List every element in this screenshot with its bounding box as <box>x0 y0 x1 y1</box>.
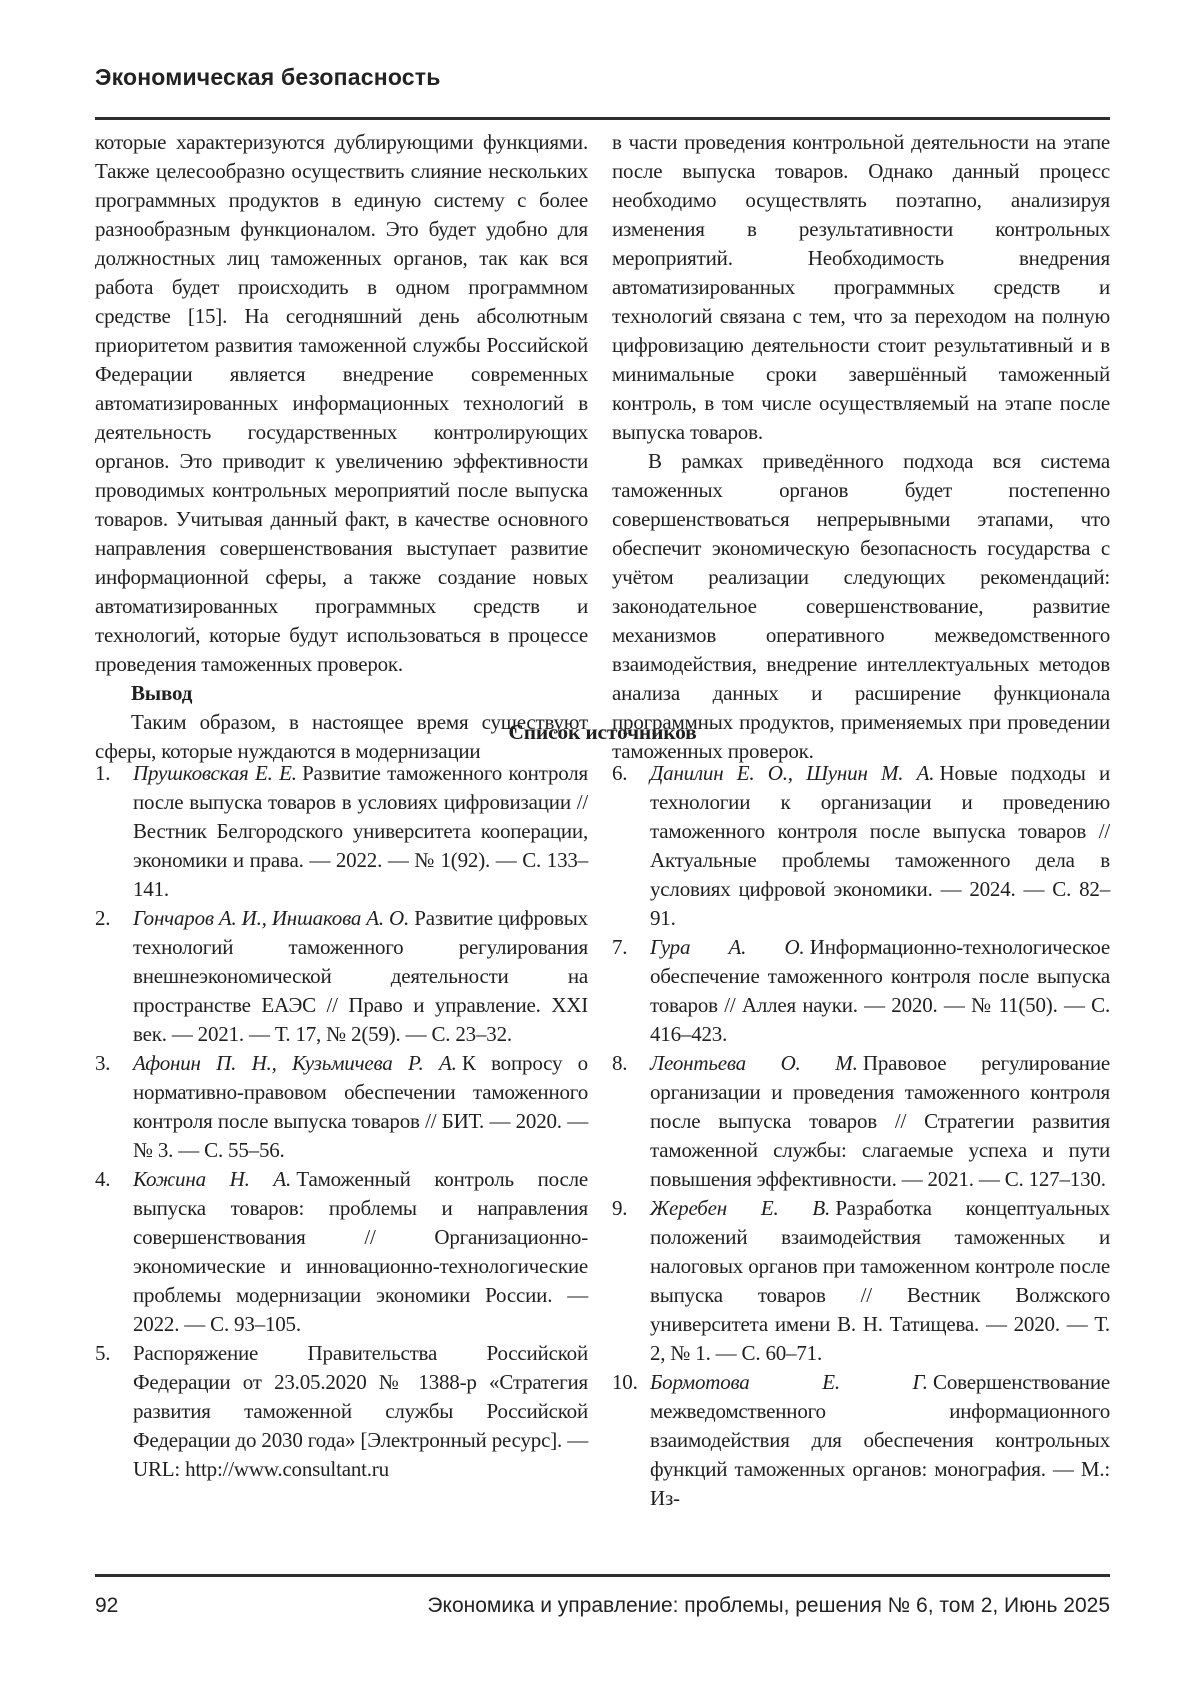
body-left-column <box>95 128 588 763</box>
reference-text <box>133 1049 588 1165</box>
reference-text <box>650 1194 1110 1368</box>
reference-number: 5. <box>95 1341 111 1365</box>
reference-text <box>650 759 1110 933</box>
reference-number: 2. <box>95 906 111 930</box>
reference-item <box>612 933 1110 1049</box>
reference-author: Бормотова Е. Г. <box>650 1370 928 1394</box>
footer-rule <box>95 1574 1110 1577</box>
reference-author: Гончаров А. И., Иншакова А. О. <box>133 906 410 930</box>
header-rule <box>95 117 1110 120</box>
body-paragraph: В рамках приведённого подхода вся система таможенных органов будет постепенно совершенствоваться непрерывными этапами, что обеспечит экономическую безопасность государства с учётом реализации следующих рекомендаций: законодательное совершенствование, развитие механизмов оперативного межведомственного взаимодействия, внедрение интеллектуальных методов анализа данных и расширение функционала программных продуктов, применяемых при проведении таможенных проверок. <box>612 449 1110 763</box>
reference-citation: Информационно-технологическое обеспечение таможенного контроля после выпуска товаров // Аллея науки. — 2020. — № 11(50). — С. 416–423. <box>650 935 1110 1046</box>
reference-item <box>95 1165 588 1339</box>
reference-number: 10. <box>612 1370 638 1394</box>
reference-item <box>95 904 588 1049</box>
reference-citation: Развитие цифровых технологий таможенного регулирования внешнеэкономической деятельности на пространстве ЕАЭС // Право и управление. XXI век. — 2021. — Т. 17, № 2(59). — С. 23–32. <box>133 906 588 1046</box>
body-paragraph: которые характеризуются дублирующими функциями. Также целесообразно осуществить слияние нескольких программных продуктов в единую систему с более разнообразным функционалом. Это будет удобно для должностных лиц таможенных органов, так как вся работа будет происходить в одном программном средстве [15]. На сегодняшний день абсолютным приоритетом развития таможенной службы Российской Федерации является внедрение современных автоматизированных информационных технологий в деятельность государственных контролирующих органов. Это приводит к увеличению эффективности проводимых контрольных мероприятий после выпуска товаров. Учитывая данный факт, в качестве основного направления совершенствования выступает развитие информационной сферы, а также создание новых автоматизированных программных средств и технологий, которые будут использоваться в процессе проведения таможенных проверок. <box>95 130 588 676</box>
reference-number: 7. <box>612 935 628 959</box>
reference-item <box>95 1339 588 1484</box>
reference-citation: Распоряжение Правительства Российской Федерации от 23.05.2020 № 1388-р «Стратегия развития таможенной службы Российской Федерации до 2030 года» [Электронный ресурс]. — URL: http://www.consultant.ru <box>133 1341 588 1481</box>
reference-author: Жеребен Е. В. <box>650 1196 831 1220</box>
reference-number: 8. <box>612 1051 628 1075</box>
body-paragraph: Таким образом, в настоящее время существуют сферы, которые нуждаются в модернизации <box>95 710 588 763</box>
journal-info-line: Экономика и управление: проблемы, решения № 6, том 2, Июнь 2025 <box>427 1594 1110 1617</box>
reference-item <box>612 1049 1110 1194</box>
reference-text <box>133 904 588 1049</box>
reference-number: 4. <box>95 1167 111 1191</box>
reference-text <box>650 1049 1110 1194</box>
reference-citation: Правовое регулирование организации и проведения таможенного контроля после выпуска товаров // Стратегии развития таможенной службы: слагаемые успеха и пути повышения эффективности. — 2021. — С. 127–130. <box>650 1051 1110 1191</box>
reference-citation: Новые подходы и технологии к организации и проведению таможенного контроля после выпуска товаров // Актуальные проблемы таможенного дела в условиях цифровой экономики. — 2024. — С. 82–91. <box>650 761 1110 930</box>
reference-text <box>650 1368 1110 1513</box>
reference-item <box>612 1194 1110 1368</box>
section-title: Экономическая безопасность <box>95 64 441 90</box>
reference-citation: Развитие таможенного контроля после выпуска товаров в условиях цифровизации // Вестник Белгородского университета кооперации, экономики и права. — 2022. — № 1(92). — С. 133–141. <box>133 761 589 901</box>
references-section <box>95 720 1110 1566</box>
reference-number: 1. <box>95 761 111 785</box>
reference-author: Кожина Н. А. <box>133 1167 292 1191</box>
reference-citation: К вопросу о нормативно-правовом обеспечении таможенного контроля после выпуска товаров // БИТ. — 2020. — № 3. — С. 55–56. <box>133 1051 588 1162</box>
reference-citation: Разработка концептуальных положений взаимодействия таможенных и налоговых органов при таможенном контроле после выпуска товаров // Вестник Волжского университета имени В. Н. Татищева. — 2020. — Т. 2, № 1. — С. 60–71. <box>650 1196 1110 1365</box>
references-heading: Список источников <box>508 720 697 744</box>
reference-author: Гура А. О. <box>650 935 805 959</box>
reference-text <box>133 1339 588 1484</box>
page-footer <box>95 1594 1110 1618</box>
body-paragraph: в части проведения контрольной деятельности на этапе после выпуска товаров. Однако данный процесс необходимо осуществлять поэтапно, анализируя изменения в результативности контрольных мероприятий. Необходимость внедрения автоматизированных программных средств и технологий связана с тем, что за переходом на полную цифровизацию деятельности стоит результативный и в минимальные сроки завершённый таможенный контроль, в том числе осуществляемый на этапе после выпуска товаров. <box>612 130 1110 444</box>
references-list-left <box>95 759 588 1513</box>
reference-item <box>612 759 1110 933</box>
reference-text <box>133 1165 588 1339</box>
body-right-column <box>612 128 1110 763</box>
reference-number: 3. <box>95 1051 111 1075</box>
reference-text <box>133 759 588 904</box>
reference-text <box>650 933 1110 1049</box>
reference-number: 9. <box>612 1196 628 1220</box>
reference-author: Афонин П. Н., Кузьмичева Р. А. <box>133 1051 457 1075</box>
conclusion-heading: Вывод <box>131 681 193 705</box>
reference-item <box>95 759 588 904</box>
reference-number: 6. <box>612 761 628 785</box>
page-number: 92 <box>95 1594 119 1617</box>
reference-item <box>612 1368 1110 1513</box>
references-columns <box>95 759 1110 1513</box>
reference-author: Данилин Е. О., Шунин М. А. <box>650 761 935 785</box>
reference-citation: Совершенствование межведомственного информационного взаимодействия для обеспечения контрольных функций таможенных органов: монография. — М.: Из- <box>650 1370 1110 1510</box>
reference-item <box>95 1049 588 1165</box>
reference-citation: Таможенный контроль после выпуска товаров: проблемы и направления совершенствования // Организационно-экономические и инновационно-технологические проблемы модернизации экономики России. — 2022. — С. 93–105. <box>133 1167 588 1336</box>
reference-author: Прушковская Е. Е. <box>133 761 297 785</box>
reference-author: Леонтьева О. М. <box>650 1051 858 1075</box>
references-list-right <box>612 759 1110 1513</box>
